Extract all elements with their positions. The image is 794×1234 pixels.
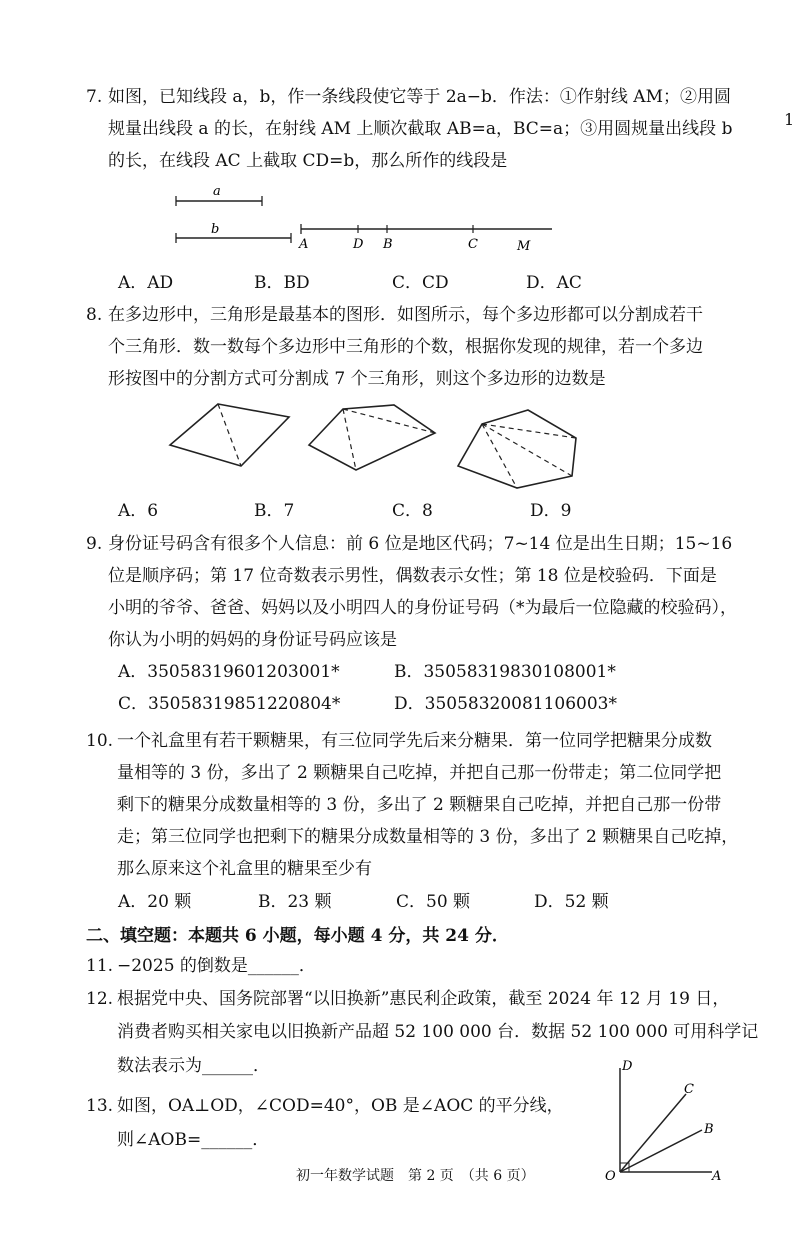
page-footer: 初一年数学试题 第 2 页 （共 6 页） (296, 1168, 535, 1184)
q9-option-b[interactable]: B．35058319830108001* (394, 662, 616, 682)
label-C: C (684, 1082, 694, 1097)
q10-option-c[interactable]: C．50 颗 (396, 892, 471, 912)
q8-line-3: 形按图中的分割方式可分割成 7 个三角形，则这个多边形的边数是 (108, 369, 606, 389)
q7-option-b[interactable]: B．BD (254, 273, 310, 293)
q7-option-d[interactable]: D．AC (526, 273, 582, 293)
q7-option-c[interactable]: C．CD (392, 273, 449, 293)
q9-line-2: 位是顺序码；第 17 位奇数表示男性，偶数表示女性；第 18 位是校验码．下面是 (108, 566, 717, 586)
q12-line-1: 根据党中央、国务院部署“以旧换新”惠民利企政策，截至 2024 年 12 月 19 日， (117, 989, 730, 1009)
label-D: D (353, 237, 364, 252)
q7-line-3: 的长，在线段 AC 上截取 CD=b，那么所作的线段是 (108, 151, 508, 171)
q8-option-b[interactable]: B．7 (254, 501, 295, 521)
q9-option-c[interactable]: C．35058319851220804* (118, 694, 341, 714)
q10-option-d[interactable]: D．52 颗 (534, 892, 609, 912)
q9-option-a[interactable]: A．35058319601203001* (118, 662, 340, 682)
q12-number: 12. (86, 989, 114, 1009)
q8-option-a[interactable]: A．6 (118, 501, 159, 521)
q10-line-1: 一个礼盒里有若干颗糖果，有三位同学先后来分糖果．第一位同学把糖果分成数 (117, 731, 712, 751)
q13-number: 13. (86, 1096, 114, 1116)
label-O: O (605, 1169, 616, 1184)
q11-number: 11. (86, 956, 114, 976)
q10-number: 10. (86, 731, 114, 751)
label-b: b (211, 222, 220, 237)
ray-oc (620, 1094, 686, 1172)
q12-line-2: 消费者购买相关家电以旧换新产品超 52 100 000 台．数据 52 100 000 可用科学记 (117, 1022, 759, 1042)
q10-line-5: 那么原来这个礼盒里的糖果至少有 (117, 859, 372, 879)
q8-line-2: 个三角形．数一数每个多边形中三角形的个数，根据你发现的规律，若一个多边 (108, 337, 703, 357)
q9-option-d[interactable]: D．35058320081106003* (394, 694, 618, 714)
ray-ob (620, 1130, 702, 1172)
q10-line-3: 剩下的糖果分成数量相等的 3 份，多出了 2 颗糖果自己吃掉，并把自己那一份带 (117, 795, 722, 815)
q8-option-c[interactable]: C．8 (392, 501, 433, 521)
q7-line-1: 如图，已知线段 a，b，作一条线段使它等于 2a−b．作法：①作射线 AM；②用圆 (108, 87, 731, 107)
section-2-heading: 二、填空题：本题共 6 小题，每小题 4 分，共 24 分． (86, 926, 509, 946)
q10-line-4: 走；第三位同学也把剩下的糖果分成数量相等的 3 份，多出了 2 颗糖果自己吃掉， (117, 827, 739, 847)
q13-line-2: 则∠AOB=______． (117, 1130, 270, 1150)
q7-option-a[interactable]: A．AD (118, 273, 174, 293)
label-B: B (704, 1122, 714, 1137)
label-A: A (299, 237, 309, 252)
label-a: a (213, 184, 221, 199)
q8-option-d[interactable]: D．9 (530, 501, 572, 521)
q10-line-2: 量相等的 3 份，多出了 2 颗糖果自己吃掉，并把自己那一份带走；第二位同学把 (117, 763, 722, 783)
q13-line-1: 如图，OA⊥OD，∠COD=40°，OB 是∠AOC 的平分线， (117, 1096, 564, 1116)
label-D: D (622, 1059, 633, 1074)
q9-line-3: 小明的爷爷、爸爸、妈妈以及小明四人的身份证号码（*为最后一位隐藏的校验码）， (108, 598, 737, 618)
q7-number: 7. (86, 87, 103, 107)
q7-line-2: 规量出线段 a 的长，在射线 AM 上顺次截取 AB=a，BC=a；③用圆规量出线段 b (108, 119, 733, 139)
label-M: M (517, 239, 531, 254)
label-C: C (468, 237, 478, 252)
q11-text: −2025 的倒数是______． (117, 956, 316, 976)
q8-number: 8. (86, 305, 103, 325)
q9-number: 9. (86, 534, 103, 554)
q9-line-1: 身份证号码含有很多个人信息：前 6 位是地区代码；7~14 位是出生日期；15~16 (108, 534, 733, 554)
label-B: B (383, 237, 393, 252)
side-mark: 1 (784, 110, 794, 129)
q10-option-a[interactable]: A．20 颗 (118, 892, 192, 912)
q12-line-3: 数法表示为______． (117, 1056, 270, 1076)
q9-line-4: 你认为小明的妈妈的身份证号码应该是 (108, 630, 397, 650)
q8-line-1: 在多边形中，三角形是最基本的图形．如图所示，每个多边形都可以分割成若干 (108, 305, 703, 325)
label-A: A (712, 1169, 722, 1184)
q10-option-b[interactable]: B．23 颗 (258, 892, 332, 912)
